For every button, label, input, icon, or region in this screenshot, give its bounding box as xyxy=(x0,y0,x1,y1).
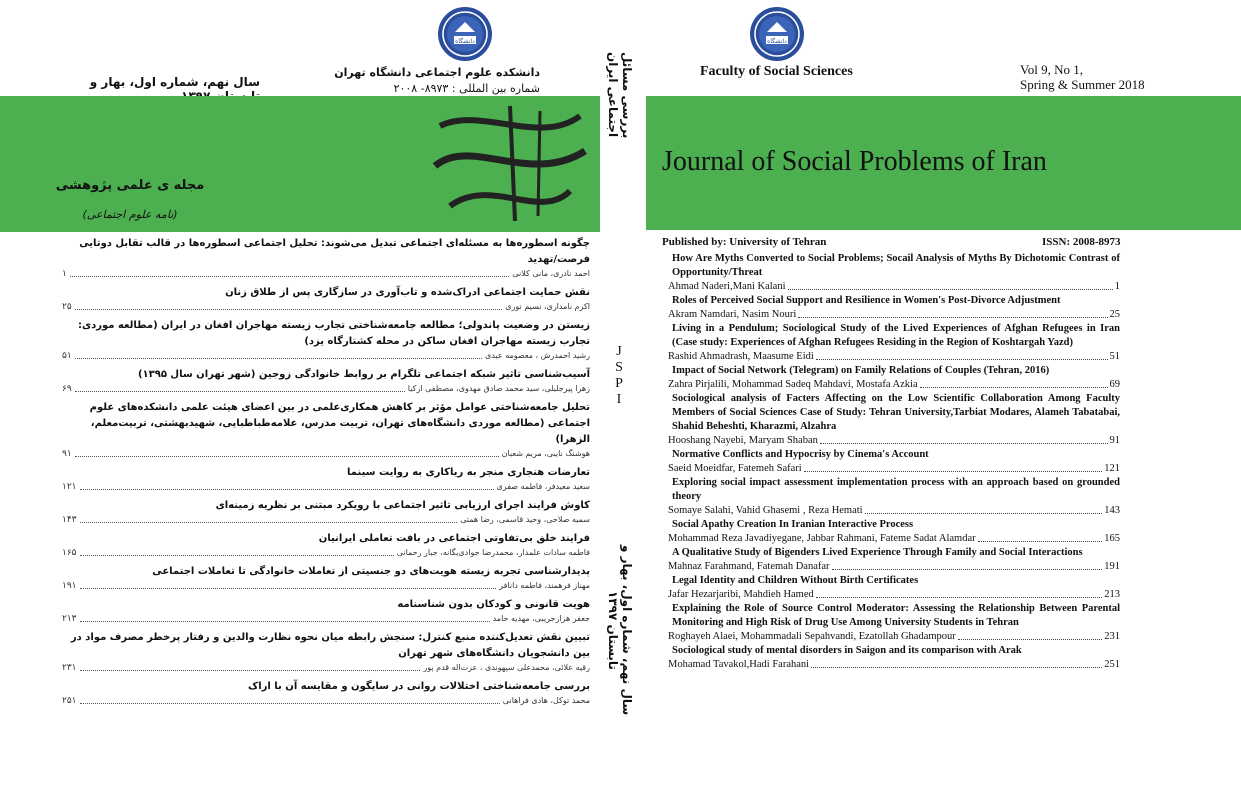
toc-entry-authors-row xyxy=(62,580,590,592)
leader-dots xyxy=(80,547,394,556)
toc-entry-authors: Saeid Moeidfar, Fatemeh Safari xyxy=(668,463,802,474)
leader-dots xyxy=(865,504,1103,514)
persian-magazine-title: مجله ی علمی پژوهشی xyxy=(55,178,205,193)
toc-entry-authors-row xyxy=(62,301,590,313)
toc-entry-authors-row xyxy=(62,481,590,493)
toc-entry-authors-row xyxy=(668,378,1120,392)
leader-dots xyxy=(75,350,482,359)
toc-entry xyxy=(668,392,1120,448)
toc-entry-authors: Mohamad Tavakol,Hadi Farahani xyxy=(668,659,810,670)
toc-entry-page: ۲۳۱ xyxy=(62,663,77,673)
toc-entry xyxy=(668,322,1120,364)
leader-dots xyxy=(798,308,1107,318)
toc-entry xyxy=(62,465,590,493)
leader-dots xyxy=(80,481,494,490)
toc-entry-page: 1 xyxy=(1114,281,1120,292)
toc-entry-title: تعارضات هنجاری منجر به ریاکاری به روایت سینما xyxy=(347,467,590,478)
toc-entry-authors: محمد توکل، هادی فراهانی xyxy=(502,696,590,705)
toc-entry-title: زیستن در وضعیت پاندولی؛ مطالعه جامعه‌شناختی تجارب زیسته مهاجران افغان در ایران (مطالعه موردی: تجارب زیسته مهاجران افغان ساکن در محله کشتارگاه یزد) xyxy=(77,320,590,347)
toc-entry-authors-row xyxy=(62,613,590,625)
toc-entry-page: 251 xyxy=(1104,659,1120,670)
persian-faculty-name: دانشکده علوم اجتماعی دانشگاه تهران xyxy=(334,66,540,79)
toc-entry-title: فرایند خلق بی‌تفاوتی اجتماعی در بافت تعاملی ایرانیان xyxy=(318,533,590,544)
spine-title: بررسی مسائل اجتماعی ایران xyxy=(606,51,634,139)
toc-entry-page: ۱۲۱ xyxy=(62,482,77,492)
toc-entry-page: 191 xyxy=(1104,561,1120,572)
journal-title: Journal of Social Problems of Iran xyxy=(662,146,1047,177)
toc-entry-authors-row xyxy=(668,308,1120,322)
toc-entry-page: 25 xyxy=(1109,309,1120,320)
toc-entry-title: پدیدارشناسی تجربه زیسته هویت‌های دو جنسیتی از تعاملات خانوادگی تا تعاملات اجتماعی xyxy=(152,566,590,577)
toc-entry xyxy=(62,597,590,625)
toc-entry-page: ۱۹۱ xyxy=(62,581,77,591)
toc-entry xyxy=(62,236,590,280)
toc-entry-title: Normative Conflicts and Hypocrisy by Cinema's Account xyxy=(672,449,929,460)
leader-dots xyxy=(70,268,510,277)
toc-entry-title: Sociological analysis of Facters Affecting on the Low Scientific Collaboration Among Faculty Members of Social Sciences Case of Study: Tehran University,Tarbiat Modares, Alameh Tabatabai, Shahid Beheshti, Kharazmi, Alzahra xyxy=(672,393,1120,432)
leader-dots xyxy=(788,280,1113,290)
toc-entry xyxy=(668,252,1120,294)
issn: ISSN: 2008-8973 xyxy=(1042,236,1121,248)
toc-entry xyxy=(668,364,1120,392)
toc-entry-authors-row xyxy=(668,658,1120,672)
toc-entry-authors-row xyxy=(668,560,1120,574)
toc-entry-authors-row xyxy=(62,383,590,395)
toc-entry-page: ۱ xyxy=(62,269,67,279)
toc-entry-authors: سعید معیدفر، فاطمه صفری xyxy=(496,482,590,491)
leader-dots xyxy=(75,301,503,310)
toc-entry-title: Living in a Pendulum; Sociological Study of the Lived Experiences of Afghan Refugees in Iran (Case study: Experiences of Afghan Refugees Residing in the Region of Koshtargah Yazd) xyxy=(672,323,1120,348)
leader-dots xyxy=(80,695,500,704)
toc-entry-title: تحلیل جامعه‌شناختی عوامل مؤثر بر کاهش همکاری‌علمی در بین اعضای هیئت علمی دانشکده‌های علوم اجتماعی (مطالعه موردی دانشگاه‌های تهران، تربیت مدرس، علامه‌طباطبایی، شهیدبهشتی، تربیت‌معلم، الزهرا) xyxy=(89,402,590,445)
persian-issn: شماره بین المللی : ۸۹۷۳- ۲۰۰۸ xyxy=(393,82,540,95)
leader-dots xyxy=(820,434,1108,444)
toc-entry-authors-row xyxy=(668,280,1120,294)
toc-entry xyxy=(62,564,590,592)
toc-entry-title: How Are Myths Converted to Social Problems; Socail Analysis of Myths By Dichotomic Contrast of Opportunity/Threat xyxy=(672,253,1120,278)
toc-entry-authors: مهناز فرهمند، فاطمه دانافر xyxy=(499,581,590,590)
toc-entry xyxy=(668,518,1120,546)
toc-entry-authors-row xyxy=(62,350,590,362)
leader-dots xyxy=(804,462,1103,472)
toc-entry-authors: احمد نادری، مانی کلانی xyxy=(512,269,590,278)
toc-entry-page: ۹۱ xyxy=(62,449,72,459)
toc-entry-authors: زهرا پیرجلیلی، سید محمد صادق مهدوی، مصطفی ازکیا xyxy=(407,384,590,393)
leader-dots xyxy=(958,630,1102,640)
toc-entry-authors-row xyxy=(668,434,1120,448)
persian-volume: سال نهم، شماره اول، بهار و xyxy=(89,75,260,89)
toc-entry-title: Impact of Social Network (Telegram) on Family Relations of Couples (Tehran, 2016) xyxy=(672,365,1050,376)
leader-dots xyxy=(811,658,1102,668)
toc-entry-authors: Mahnaz Farahmand, Fatemah Danafar xyxy=(668,561,830,572)
toc-entry xyxy=(62,630,590,674)
toc-entry-authors-row xyxy=(62,448,590,460)
toc-entry-authors-row xyxy=(668,462,1120,476)
toc-entry-title: کاوش فرایند اجرای ارزیابی تاثیر اجتماعی با رویکرد مبتنی بر نظریه زمینه‌ای xyxy=(215,500,590,511)
leader-dots xyxy=(832,560,1103,570)
toc-entry-authors-row xyxy=(62,662,590,674)
calligraphy-text: بررسی مسائل اجتماعی ایران xyxy=(485,222,535,227)
toc-entry xyxy=(668,602,1120,644)
toc-entry-authors: Mohammad Reza Javadiyegane, Jabbar Rahmani, Fateme Sadat Alamdar xyxy=(668,533,976,544)
spine-letter: I xyxy=(616,392,622,407)
toc-entry-authors-row xyxy=(668,588,1120,602)
university-logo-right xyxy=(749,6,805,62)
toc-entry xyxy=(668,448,1120,476)
toc-entry-title: تبیین نقش تعدیل‌کننده منبع کنترل: سنجش رابطه میان نحوه نظارت والدین و رفتار پرخطر مصرف مواد در بین دانشجویان دانشگاه‌های شهر تهران xyxy=(70,632,590,659)
toc-entry-authors-row xyxy=(668,504,1120,518)
leader-dots xyxy=(816,588,1102,598)
toc-entry-authors-row xyxy=(62,695,590,707)
leader-dots xyxy=(978,532,1103,542)
publisher: Published by: University of Tehran xyxy=(662,236,827,248)
toc-entry-authors: جعفر هزارجریبی، مهدیه حامد xyxy=(492,614,590,623)
toc-entry xyxy=(62,400,590,460)
toc-entry-page: ۲۱۳ xyxy=(62,614,77,624)
toc-entry-authors: Hooshang Nayebi, Maryam Shaban xyxy=(668,435,818,446)
toc-entry-title: Exploring social impact assessment implementation process with an approach based on grounded theory xyxy=(672,477,1120,502)
calligraphy-logo xyxy=(420,96,600,232)
toc-entry xyxy=(62,367,590,395)
toc-entry-title: نقش حمایت اجتماعی ادراک‌شده و تاب‌آوری در سازگاری پس از طلاق زنان xyxy=(225,287,590,298)
toc-entry xyxy=(668,574,1120,602)
toc-entry-title: A Qualitative Study of Bigenders Lived Experience Through Family and Social Interactions xyxy=(672,547,1083,558)
toc-entry-page: 231 xyxy=(1104,631,1120,642)
toc-entry-authors: فاطمه سادات علمدار، محمدرضا جوادی‌یگانه، جبار رحمانی xyxy=(396,548,590,557)
toc-entry-authors: Zahra Pirjalili, Mohammad Sadeq Mahdavi, Mostafa Azkia xyxy=(668,379,918,390)
toc-entry-authors: سمیه صلاحی، وحید قاسمی، رضا همتی xyxy=(460,515,590,524)
season-line: Spring & Summer 2018 xyxy=(1020,77,1145,92)
toc-entry-page: ۱۴۳ xyxy=(62,515,77,525)
toc-entry-title: چگونه اسطوره‌ها به مسئله‌ای اجتماعی تبدیل می‌شوند: تحلیل اجتماعی اسطوره‌ها در قالب تقابل دوتایی فرصت/تهدید xyxy=(79,238,590,265)
toc-entry-title: Roles of Perceived Social Support and Resilience in Women's Post-Divorce Adjustment xyxy=(672,295,1061,306)
toc-entry xyxy=(62,679,590,707)
toc-entry-page: ۵۱ xyxy=(62,351,72,361)
toc-entry-authors-row xyxy=(62,268,590,280)
toc-entry-page: 91 xyxy=(1109,435,1120,446)
toc-entry-title: آسیب‌شناسی تاثیر شبکه اجتماعی تلگرام بر روابط خانوادگی زوجین (شهر تهران سال ۱۳۹۵) xyxy=(137,369,590,380)
toc-entry-authors-row xyxy=(668,532,1120,546)
toc-entry-title: Legal Identity and Children Without Birth Certificates xyxy=(672,575,919,586)
volume-line: Vol 9, No 1, xyxy=(1020,62,1083,77)
leader-dots xyxy=(920,378,1108,388)
toc-entry-authors: Roghayeh Alaei, Mohammadali Sepahvandi, Ezatollah Ghadampour xyxy=(668,631,956,642)
toc-entry-page: ۲۵۱ xyxy=(62,696,77,706)
leader-dots xyxy=(80,580,497,589)
toc-entry-title: Explaining the Role of Source Control Moderator: Assessing the Relationship Between Parental Monitoring and High Risk of Drug Use Among University Students in Tehran xyxy=(672,603,1120,628)
persian-magazine-subtitle: (نامه علوم اجتماعی) xyxy=(82,208,178,221)
toc-entry-page: 143 xyxy=(1104,505,1120,516)
logo-text: دانشگاه xyxy=(767,38,787,45)
toc-entry-authors: Jafar Hezarjaribi, Mahdieh Hamed xyxy=(668,589,814,600)
leader-dots xyxy=(75,383,405,392)
toc-entry xyxy=(62,498,590,526)
toc-entry-page: ۶۹ xyxy=(62,384,72,394)
toc-entry xyxy=(62,531,590,559)
toc-entry-title: Social Apathy Creation In Iranian Interactive Process xyxy=(672,519,914,530)
spine-issue: سال نهم، شماره اول، بهار و تابستان ۱۳۹۷ xyxy=(606,544,634,716)
toc-entry-authors: اکرم نامداری، نسیم نوری xyxy=(505,302,590,311)
toc-entry xyxy=(668,644,1120,672)
toc-entry xyxy=(668,546,1120,574)
toc-entry-page: 165 xyxy=(1104,533,1120,544)
toc-entry-authors: رقیه علائی، محمدعلی سپهوندی ، عزت‌اله قدم پور xyxy=(423,663,590,672)
leader-dots xyxy=(80,514,458,523)
toc-entry-page: ۲۵ xyxy=(62,302,72,312)
toc-entry-authors: Somaye Salahi, Vahid Ghasemi , Reza Hemati xyxy=(668,505,863,516)
english-toc xyxy=(668,252,1120,672)
toc-entry-authors-row xyxy=(668,630,1120,644)
leader-dots xyxy=(75,448,499,457)
toc-entry-authors: Akram Namdari, Nasim Nouri xyxy=(668,309,797,320)
spine-letter: S xyxy=(615,360,623,375)
spine-letter: J xyxy=(616,344,622,359)
toc-entry xyxy=(668,294,1120,322)
toc-entry-title: Sociological study of mental disorders in Saigon and its comparison with Arak xyxy=(672,645,1022,656)
spine-letter: P xyxy=(615,376,623,391)
leader-dots xyxy=(80,613,490,622)
toc-entry-page: 121 xyxy=(1104,463,1120,474)
leader-dots xyxy=(80,662,421,671)
toc-entry-page: 51 xyxy=(1109,351,1120,362)
volume-info xyxy=(1020,62,1162,92)
toc-entry-page: 69 xyxy=(1109,379,1120,390)
toc-entry-authors-row xyxy=(62,547,590,559)
faculty-name: Faculty of Social Sciences xyxy=(700,64,853,79)
toc-entry-authors: Ahmad Naderi,Mani Kalani xyxy=(668,281,786,292)
toc-entry-title: هویت قانونی و کودکان بدون شناسنامه xyxy=(397,599,590,610)
toc-entry-title: بررسی جامعه‌شناختی اختلالات روانی در سایگون و مقایسه آن با اراک xyxy=(247,681,590,692)
logo-text: دانشگاه xyxy=(455,38,475,45)
toc-entry-authors: هوشنگ نایبی، مریم شعبان xyxy=(501,449,590,458)
toc-entry xyxy=(62,285,590,313)
toc-entry-authors: رشید احمدرش ، معصومه عیدی xyxy=(485,351,590,360)
toc-entry xyxy=(668,476,1120,518)
spine-acronym xyxy=(612,344,626,408)
toc-entry-authors-row xyxy=(668,350,1120,364)
university-logo-left xyxy=(437,6,493,62)
persian-toc xyxy=(62,236,590,712)
toc-entry-authors-row xyxy=(62,514,590,526)
leader-dots xyxy=(816,350,1108,360)
toc-entry-page: ۱۶۵ xyxy=(62,548,77,558)
toc-entry-page: 213 xyxy=(1104,589,1120,600)
toc-entry-authors: Rashid Ahmadrash, Maasume Eidi xyxy=(668,351,814,362)
toc-entry xyxy=(62,318,590,362)
